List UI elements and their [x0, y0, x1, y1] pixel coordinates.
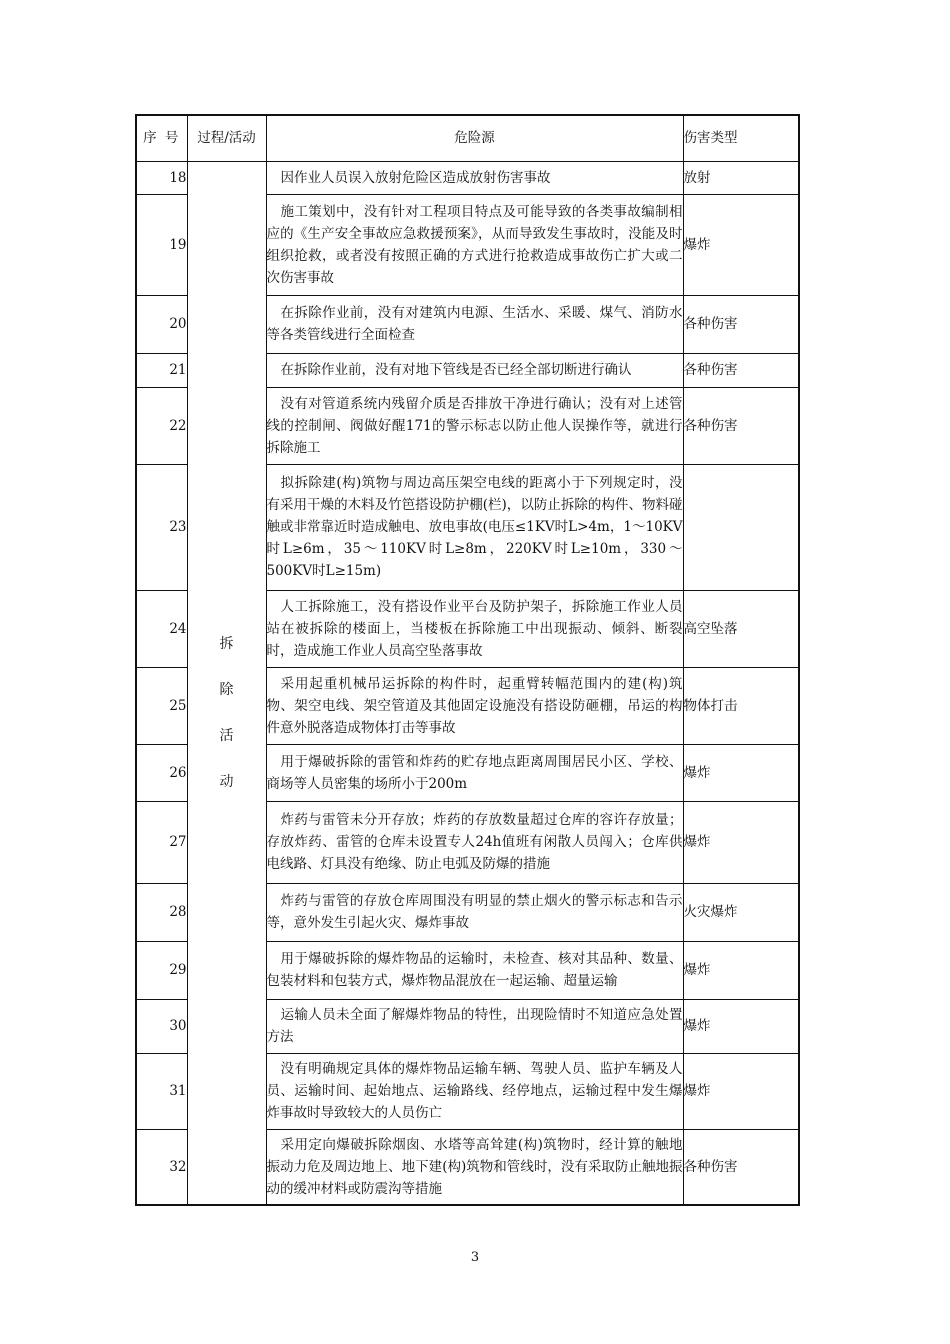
- harm-type-cell: 爆炸: [683, 194, 799, 295]
- table-header-row: [136, 115, 799, 161]
- hazard-cell: 运输人员未全面了解爆炸物品的特性，出现险情时不知道应急处置方法: [266, 999, 683, 1053]
- header-process: 过程/活动: [187, 115, 266, 161]
- harm-type-cell: 各种伤害: [683, 295, 799, 353]
- row-number: 21: [136, 353, 187, 387]
- row-number: 22: [136, 387, 187, 464]
- process-char: 拆: [219, 635, 234, 652]
- hazard-cell: 炸药与雷管未分开存放；炸药的存放数量超过仓库的容许存放量；存放炸药、雷管的仓库未设置专人24h值班有闲散人员闯入；仓库供电线路、灯具没有绝缘、防止电弧及防爆的措施: [266, 801, 683, 883]
- header-seq: 序 号: [136, 115, 187, 161]
- row-number: 32: [136, 1129, 187, 1205]
- hazard-cell: 因作业人员误入放射危险区造成放射伤害事故: [266, 161, 683, 194]
- harm-type-cell: 火灾爆炸: [683, 883, 799, 941]
- harm-type-cell: 爆炸: [683, 1053, 799, 1129]
- hazard-cell: 在拆除作业前，没有对建筑内电源、生活水、采暖、煤气、消防水等各类管线进行全面检查: [266, 295, 683, 353]
- page-number: 3: [470, 1250, 480, 1265]
- harm-type-cell: 各种伤害: [683, 1129, 799, 1205]
- harm-type-cell: 高空坠落: [683, 590, 799, 667]
- hazard-cell: 拟拆除建(构)筑物与周边高压架空电线的距离小于下列规定时，没有采用干燥的木料及竹笆搭设防护棚(栏)，以防止拆除的构件、物料碰触或非常靠近时造成触电、放电事故(电压≤1KV时L>4m，1～10KV时L≥6m，35～110KV时L≥8m，220KV时L≥10m，330～500KV时L≥15m): [266, 464, 683, 590]
- hazard-cell: 用于爆破拆除的爆炸物品的运输时，未检查、核对其品种、数量、包装材料和包装方式，爆炸物品混放在一起运输、超量运输: [266, 941, 683, 999]
- process-char: 动: [219, 773, 234, 790]
- row-number: 19: [136, 194, 187, 295]
- hazard-cell: 没有明确规定具体的爆炸物品运输车辆、驾驶人员、监护车辆及人员、运输时间、起始地点、运输路线、经停地点，运输过程中发生爆炸事故时导致较大的人员伤亡: [266, 1053, 683, 1129]
- header-hazard: 危险源: [266, 115, 683, 161]
- harm-type-cell: 物体打击: [683, 667, 799, 744]
- row-number: 25: [136, 667, 187, 744]
- harm-type-cell: 爆炸: [683, 744, 799, 801]
- harm-type-cell: 各种伤害: [683, 353, 799, 387]
- process-char: 活: [219, 727, 234, 744]
- process-cell: [187, 161, 266, 1205]
- hazard-cell: 没有对管道系统内残留介质是否排放干净进行确认；没有对上述管线的控制闸、阀做好醒171的警示标志以防止他人误操作等，就进行拆除施工: [266, 387, 683, 464]
- hazard-cell: 施工策划中，没有针对工程项目特点及可能导致的各类事故编制相应的《生产安全事故应急救援预案》，从而导致发生事故时，没能及时组织抢救，或者没有按照正确的方式进行抢救造成事故伤亡扩大或二次伤害事故: [266, 194, 683, 295]
- row-number: 29: [136, 941, 187, 999]
- table-row: [136, 161, 799, 194]
- row-number: 28: [136, 883, 187, 941]
- header-harm-type: 伤害类型: [683, 115, 799, 161]
- harm-type-cell: 爆炸: [683, 801, 799, 883]
- row-number: 23: [136, 464, 187, 590]
- row-number: 24: [136, 590, 187, 667]
- row-number: 18: [136, 161, 187, 194]
- harm-type-cell: 爆炸: [683, 941, 799, 999]
- hazard-cell: 采用定向爆破拆除烟囱、水塔等高耸建(构)筑物时，经计算的触地振动力危及周边地上、地下建(构)筑物和管线时，没有采取防止触地振动的缓冲材料或防震沟等措施: [266, 1129, 683, 1205]
- hazard-cell: 人工拆除施工，没有搭设作业平台及防护架子，拆除施工作业人员站在被拆除的楼面上，当楼板在拆除施工中出现振动、倾斜、断裂时，造成施工作业人员高空坠落事故: [266, 590, 683, 667]
- harm-type-cell: 各种伤害: [683, 387, 799, 464]
- row-number: 26: [136, 744, 187, 801]
- hazard-cell: 在拆除作业前，没有对地下管线是否已经全部切断进行确认: [266, 353, 683, 387]
- harm-type-cell: [683, 464, 799, 590]
- hazard-cell: 采用起重机械吊运拆除的构件时，起重臂转幅范围内的建(构)筑物、架空电线、架空管道及其他固定设施没有搭设防砸棚，吊运的构件意外脱落造成物体打击等事故: [266, 667, 683, 744]
- process-char: 除: [219, 681, 234, 698]
- hazard-cell: 炸药与雷管的存放仓库周围没有明显的禁止烟火的警示标志和告示等，意外发生引起火灾、爆炸事故: [266, 883, 683, 941]
- row-number: 27: [136, 801, 187, 883]
- row-number: 20: [136, 295, 187, 353]
- process-label: [220, 621, 234, 805]
- hazard-cell: 用于爆破拆除的雷管和炸药的贮存地点距离周围居民小区、学校、商场等人员密集的场所小于200m: [266, 744, 683, 801]
- harm-type-cell: 爆炸: [683, 999, 799, 1053]
- hazard-table: [135, 114, 800, 1206]
- row-number: 30: [136, 999, 187, 1053]
- harm-type-cell: 放射: [683, 161, 799, 194]
- row-number: 31: [136, 1053, 187, 1129]
